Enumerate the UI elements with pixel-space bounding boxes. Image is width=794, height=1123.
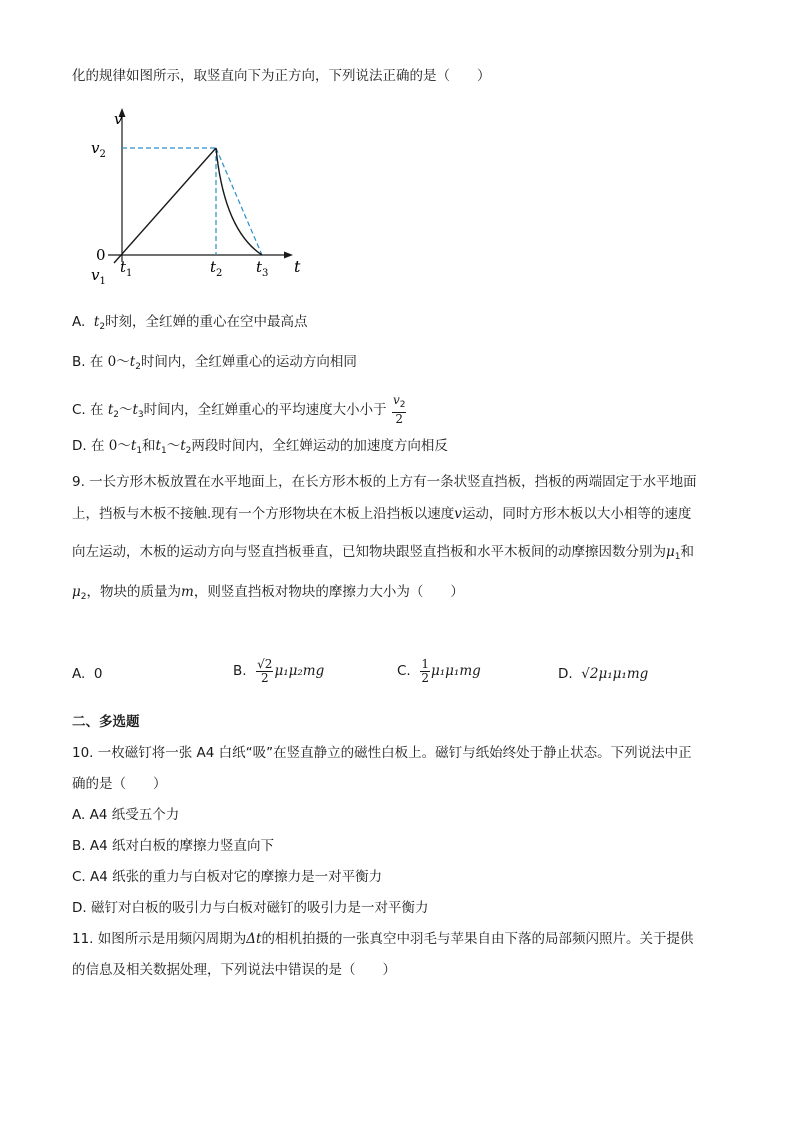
vt-graph (80, 102, 320, 288)
fraction-v2-over-2: $\frac{v_2}{2}$ (392, 393, 406, 426)
label-t1: $t_1$ (120, 258, 133, 279)
q10-line-1: 10. 一枚磁钉将一张 A4 白纸“吸”在竖直静立的磁性白板上。磁钉与纸始终处于静止状态。下列说法中正 (72, 745, 692, 761)
q10-option-a[interactable]: A. A4 纸受五个力 (72, 807, 180, 823)
label-t: t (294, 257, 301, 276)
q10-option-d[interactable]: D. 磁钉对白板的吸引力与白板对磁钉的吸引力是一对平衡力 (72, 900, 429, 916)
velocity-line-rise (114, 148, 216, 263)
label-t3: $t_3$ (256, 258, 269, 279)
q11-line-2: 的信息及相关数据处理，下列说法中错误的是（ ） (72, 962, 396, 978)
q9-option-a[interactable]: A. 0 (72, 666, 103, 682)
q11-line-1: 11. 如图所示是用频闪周期为Δt的相机拍摄的一张真空中羽毛与苹果自由下落的局部频闪照片。关于提供 (72, 931, 694, 947)
q9-line-4: $\mu_2$，物块的质量为m，则竖直挡板对物块的摩擦力大小为（ ） (72, 584, 464, 602)
q8-option-d[interactable]: D. 在 $0\sim t_1$和$t_1\sim t_2$两段时间内，全红婵运动的加速度方向相反 (72, 438, 448, 456)
label-v: v (114, 110, 123, 128)
q10-option-c[interactable]: C. A4 纸张的重力与白板对它的摩擦力是一对平衡力 (72, 869, 383, 885)
q9-option-d[interactable]: D. √2μ₁μ₁mg (558, 666, 649, 682)
fraction-1-over-2: $\frac{1}{2}$ (421, 656, 429, 685)
label-v1: $v_1$ (91, 266, 106, 287)
fraction-sqrt2-over-2: $\frac{√2}{2}$ (257, 656, 273, 685)
q10-line-2: 确的是（ ） (72, 776, 167, 792)
q9-line-1: 9. 一长方形木板放置在水平地面上，在长方形木板的上方有一条状竖直挡板，挡板的两端固定于水平地面 (72, 474, 697, 490)
q9-option-b[interactable]: B. $\frac{√2}{2}$ μ₁μ₂mg (233, 656, 325, 685)
q9-option-c[interactable]: C. $\frac{1}{2}$ μ₁μ₁mg (397, 656, 481, 685)
q9-line-2: 上，挡板与木板不接触.现有一个方形物块在木板上沿挡板以速度v运动，同时方形木板以大小相等的速度 (72, 506, 692, 522)
q8-stem: 化的规律如图所示，取竖直向下为正方向，下列说法正确的是（ ） (72, 68, 491, 84)
q8-option-c[interactable]: C. 在 $t_2\sim t_3$时间内，全红婵重心的平均速度大小小于 $\frac{v_2}{2}$ (72, 393, 406, 426)
q8-option-a[interactable]: A. $t_2$时刻，全红婵的重心在空中最高点 (72, 314, 308, 332)
label-zero: 0 (96, 246, 106, 264)
q8-option-b[interactable]: B. 在 $0\sim t_2$时间内，全红婵重心的运动方向相同 (72, 354, 357, 372)
q10-option-b[interactable]: B. A4 纸对白板的摩擦力竖直向下 (72, 838, 274, 854)
q9-line-3: 向左运动，木板的运动方向与竖直挡板垂直，已知物块跟竖直挡板和水平木板间的动摩擦因数分别为$\mu_1$和 (72, 544, 695, 562)
label-t2: $t_2$ (210, 258, 223, 279)
section-heading-multiple-choice: 二、多选题 (72, 714, 140, 730)
linear-decel-dashed (216, 148, 262, 255)
label-v2: $v_2$ (91, 139, 106, 160)
t-axis-arrow (284, 252, 293, 259)
